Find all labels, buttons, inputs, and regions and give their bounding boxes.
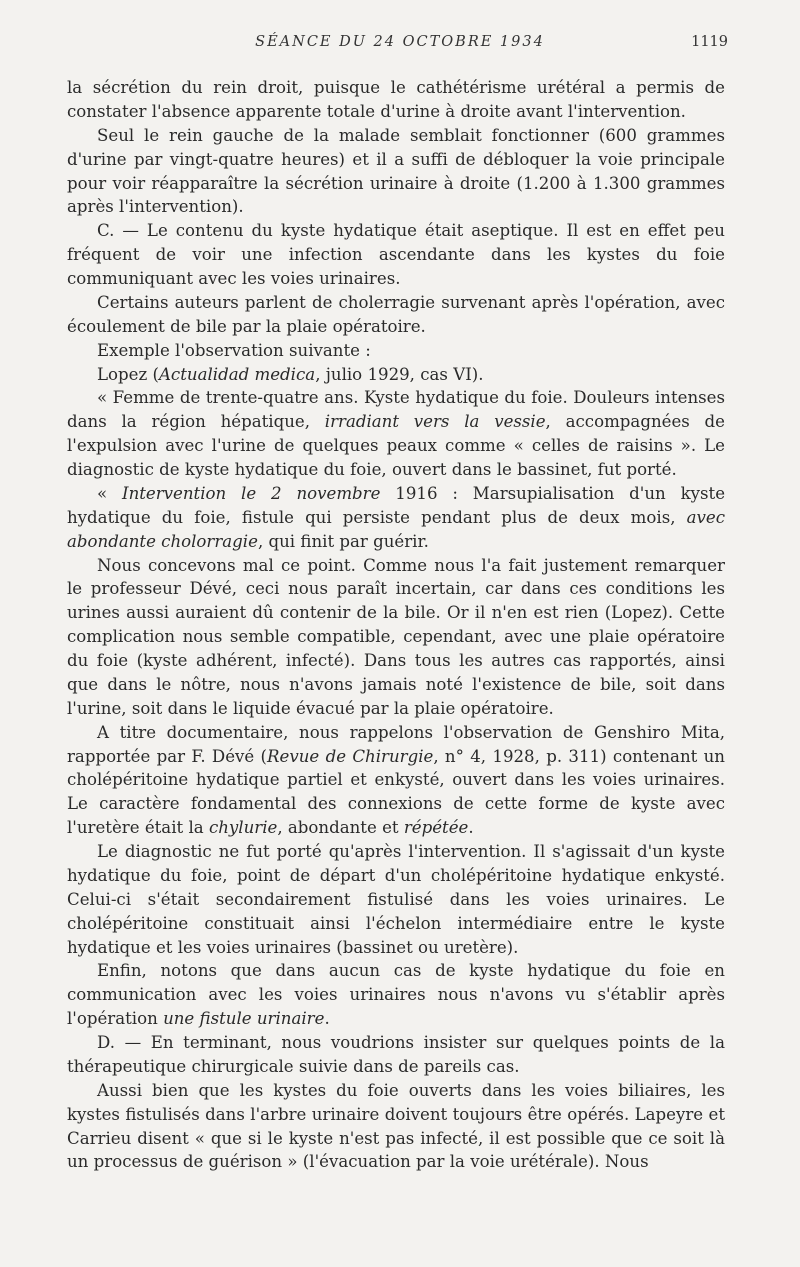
paragraph: A titre documentaire, nous rappelons l'observation de Genshiro Mita, rapportée par F. Dévé (Revue de Chirurgie, n° 4, 1928, p. 311) contenant un cholépéritoine hydatique partiel et enkysté, ouvert dans les voies urinaires. Le caractère fondamental des connexions de cette forme de kyste avec l'uretère était la chylurie, abondante et répétée. (67, 722, 725, 838)
paragraph: Seul le rein gauche de la malade semblait fonctionner (600 grammes d'urine par vingt-quatre heures) et il a suffi de débloquer la voie principale pour voir réapparaître la sécrétion urinaire à droite (1.200 à 1.300 grammes après l'intervention). (67, 125, 725, 217)
paragraph: la sécrétion du rein droit, puisque le cathétérisme urétéral a permis de constater l'absence apparente totale d'urine à droite avant l'intervention. (67, 78, 725, 121)
paragraph: Nous concevons mal ce point. Comme nous l'a fait justement remarquer le professeur Dévé, ceci nous paraît incertain, car dans ces conditions les urines aussi auraient dû contenir de la bile. Or il n'en est rien (Lopez). Cette complication nous semble compatible, cependant, avec une plaie opératoire du foie (kyste adhérent, infecté). Dans tous les autres cas rapportés, ainsi que dans le nôtre, nous n'avons jamais noté l'existence de bile, soit dans l'urine, soit dans le liquide évacué par la plaie opératoire. (67, 555, 725, 718)
paragraph-section-c: C. — Le contenu du kyste hydatique était aseptique. Il est en effet peu fréquent de voir une infection ascendante dans les kystes du foie communiquant avec les voies urinaires. (67, 221, 725, 288)
paragraph: Exemple l'observation suivante : (97, 340, 371, 360)
page-number: 1119 (691, 34, 728, 50)
paragraph: Enfin, notons que dans aucun cas de kyste hydatique du foie en communication avec les voies urinaires nous n'avons vu s'établir après l'opération une fistule urinaire. (67, 961, 725, 1029)
quoted-observation: « Femme de trente-quatre ans. Kyste hydatique du foie. Douleurs intenses dans la région hépatique, irradiant vers la vessie, accompagnées de l'expulsion avec l'urine de quelques peaux comme « celles de raisins ». Le diagnostic de kyste hydatique du foie, ouvert dans le bassinet, fut porté. (67, 388, 725, 479)
citation-lopez: Lopez (Actualidad medica, julio 1929, cas VI). (97, 364, 484, 384)
paragraph: Certains auteurs parlent de cholerragie survenant après l'opération, avec écoulement de bile par la plaie opératoire. (67, 292, 725, 336)
quoted-intervention: « Intervention le 2 novembre 1916 : Marsupialisation d'un kyste hydatique du foie, fistule qui persiste pendant plus de deux mois, avec abondante cholorragie, qui finit par guérir. (67, 483, 726, 551)
running-head: SÉANCE DU 24 OCTOBRE 1934 (255, 34, 545, 50)
paragraph: Le diagnostic ne fut porté qu'après l'intervention. Il s'agissait d'un kyste hydatique du foie, point de départ d'un cholépéritoine hydatique enkysté. Celui-ci s'était secondairement fistulisé dans les voies urinaires. Le cholépéritoine constituait ainsi l'échelon intermédiaire entre le kyste hydatique et les voies urinaires (bassinet ou uretère). (67, 842, 725, 957)
paragraph: Aussi bien que les kystes du foie ouverts dans les voies biliaires, les kystes fistulisés dans l'arbre urinaire doivent toujours être opérés. Lapeyre et Carrieu disent « que si le kyste n'est pas infecté, il est possible que ce soit là un processus de guérison » (l'évacuation par la voie urétérale). Nous (67, 1080, 725, 1172)
paragraph-section-d: D. — En terminant, nous voudrions insister sur quelques points de la thérapeutique chirurgicale suivie dans de pareils cas. (67, 1033, 725, 1076)
body-text (67, 76, 725, 1174)
page-header (0, 34, 800, 58)
